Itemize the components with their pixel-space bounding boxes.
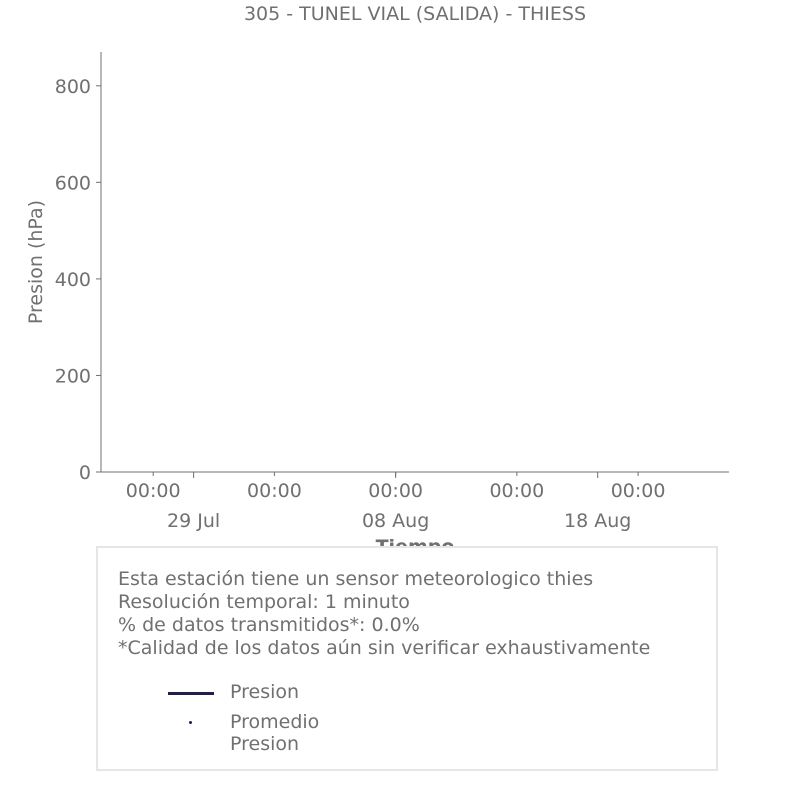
x-minor-tick-label: 00:00 [368,480,424,502]
x-minor-tick-label: 00:00 [610,480,666,502]
y-axis-title: Presion (hPa) [25,199,47,325]
info-line-quality: *Calidad de los datos aún sin verificar exhaustivamente [118,637,651,659]
ticks [55,76,666,532]
x-major-tick-label: 18 Aug [564,510,632,532]
legend-line-swatch [168,692,214,695]
chart-title: 305 - TUNEL VIAL (SALIDA) - THIESS [243,3,587,25]
legend-dot-swatch [189,721,192,724]
info-line-sensor: Esta estación tiene un sensor meteorologico thies [118,568,594,590]
y-tick-label: 200 [54,365,91,388]
info-box [96,546,718,771]
x-major-tick-label: 08 Aug [361,510,430,532]
info-lines [118,568,650,660]
legend-label-promedio-presion: Promedio Presion [230,711,320,755]
axes [101,52,729,472]
info-line-resolution: Resolución temporal: 1 minuto [118,591,410,613]
x-minor-tick-label: 00:00 [125,480,181,502]
y-tick-label: 400 [54,268,91,291]
info-line-transmitted: % de datos transmitidos*: 0.0% [118,614,420,636]
y-tick-label: 600 [54,172,91,195]
y-tick-label: 800 [54,75,91,98]
x-major-tick-label: 29 Jul [167,510,221,532]
x-minor-tick-label: 00:00 [247,480,302,502]
y-tick-label: 0 [78,462,91,484]
legend-label-presion: Presion [230,681,300,703]
x-minor-tick-label: 00:00 [489,480,545,502]
